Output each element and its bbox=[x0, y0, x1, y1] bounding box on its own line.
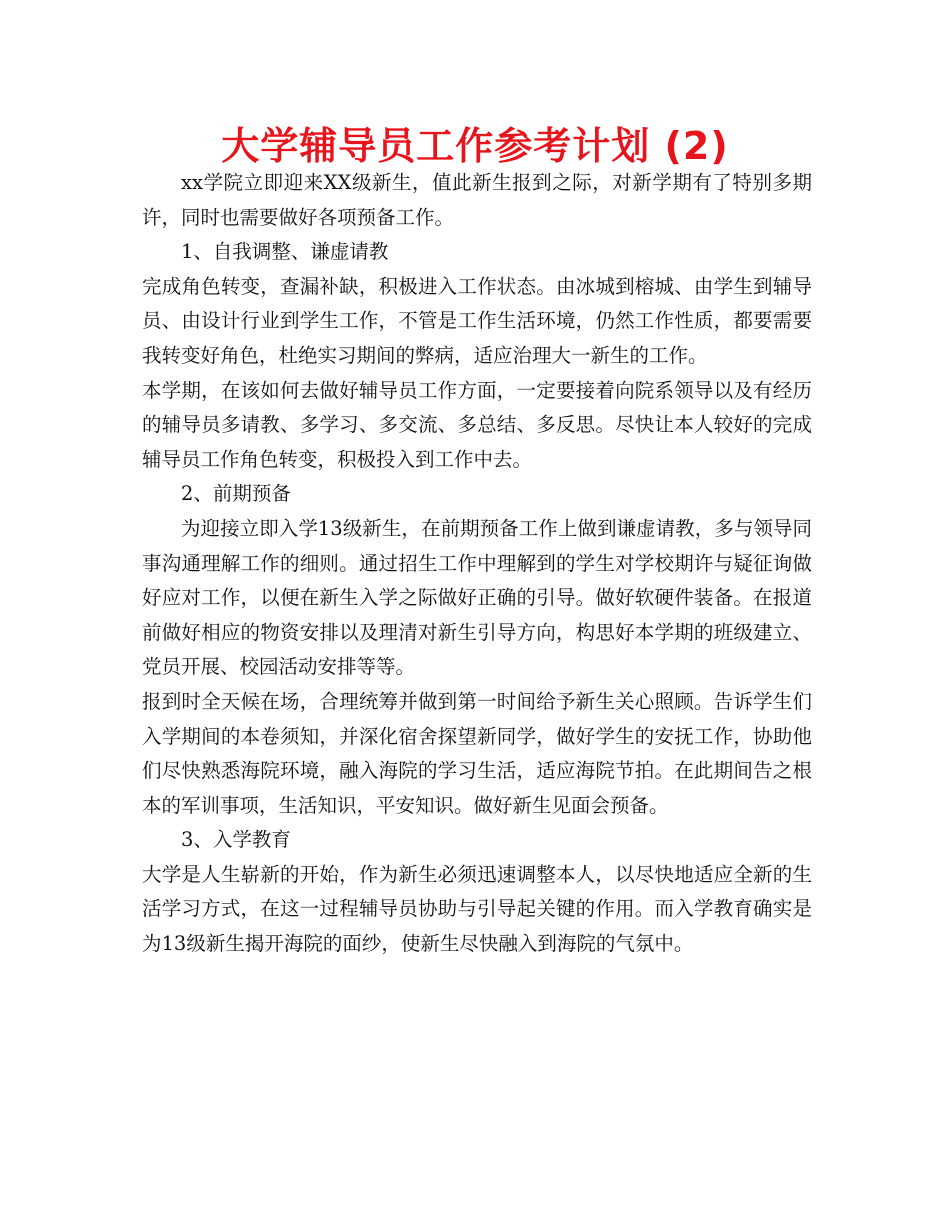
paragraph-registration: 报到时全天候在场，合理统筹并做到第一时间给予新生关心照顾。告诉学生们入学期间的本卷须知，并深化宿舍探望新同学，做好学生的安抚工作，协助他们尽快熟悉海院环境，融入海院的学习生活，适应海院节拍。在此期间告之根本的军训事项，生活知识，平安知识。做好新生见面会预备。 bbox=[142, 689, 812, 817]
paragraph-semester: 本学期，在该如何去做好辅导员工作方面，一定要接着向院系领导以及有经历的辅导员多请教、多学习、多交流、多总结、多反思。尽快让本人较好的完成辅导员工作角色转变，积极投入到工作中去。 bbox=[142, 378, 812, 471]
paragraph-orientation: 大学是人生崭新的开始，作为新生必须迅速调整本人，以尽快地适应全新的生活学习方式，在这一过程辅导员协助与引导起关键的作用。而入学教育确实是为13级新生揭开海院的面纱，使新生尽快融入到海院的气氛中。 bbox=[142, 862, 812, 956]
document-body bbox=[142, 166, 812, 962]
paragraph-preparation: 为迎接立即入学13级新生，在前期预备工作上做到谦虚请教，多与领导同事沟通理解工作的细则。通过招生工作中理解到的学生对学校期许与疑征询做好应对工作，以便在新生入学之际做好正确的引导。做好软硬件装备。在报道前做好相应的物资安排以及理清对新生引导方向，构思好本学期的班级建立、党员开展、校园活动安排等等。 bbox=[142, 516, 812, 679]
paragraph-intro: xx学院立即迎来XX级新生，值此新生报到之际，对新学期有了特别多期许，同时也需要做好各项预备工作。 bbox=[142, 171, 812, 229]
paragraph-role-change: 完成角色转变，查漏补缺，积极进入工作状态。由冰城到榕城、由学生到辅导员、由设计行业到学生工作，不管是工作生活环境，仍然工作性质，都要需要我转变好角色，杜绝实习期间的弊病，适应治理大一新生的工作。 bbox=[142, 274, 812, 367]
section-heading-2: 2、前期预备 bbox=[181, 482, 291, 506]
document-title: 大学辅导员工作参考计划 (2) bbox=[221, 124, 729, 168]
section-heading-3: 3、入学教育 bbox=[181, 828, 291, 852]
section-heading-1: 1、自我调整、谦虚请教 bbox=[181, 240, 389, 264]
